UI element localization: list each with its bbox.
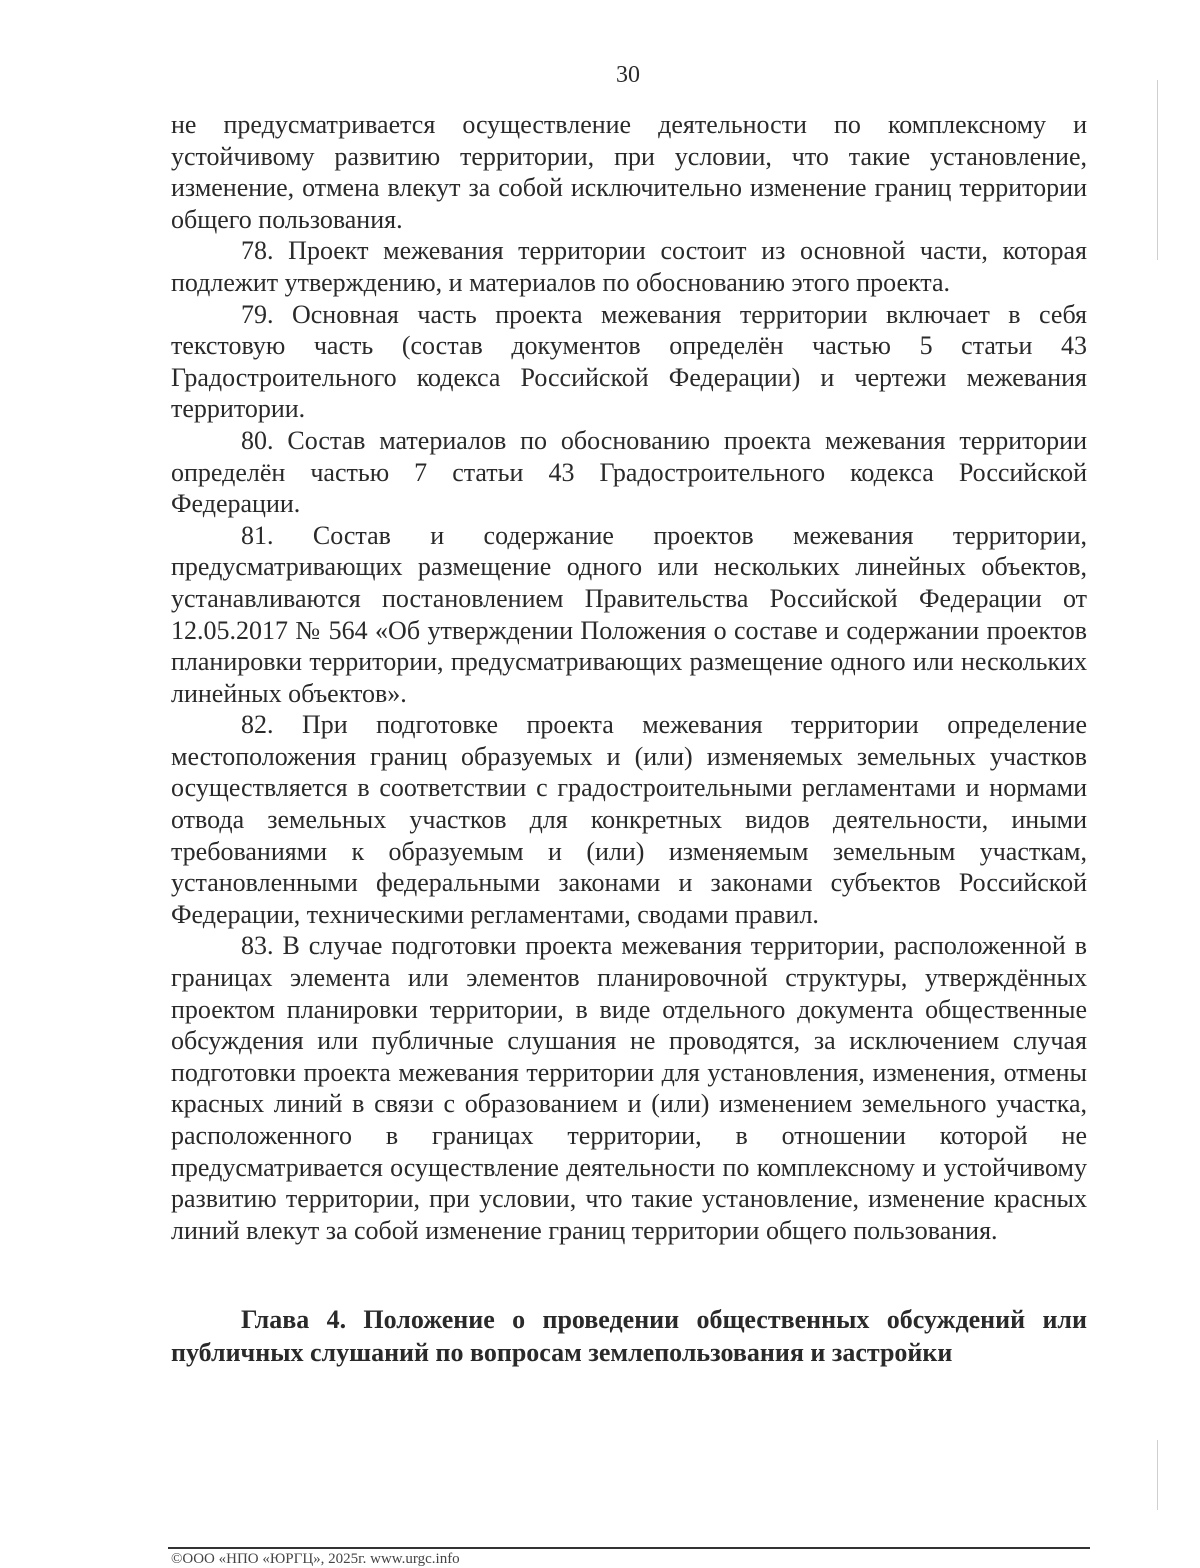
chapter-heading: Глава 4. Положение о проведении общественных обсуждений или публичных слушаний по вопросам землепользования и застройки	[171, 1305, 1087, 1367]
paragraph-item-79: 79. Основная часть проекта межевания территории включает в себя текстовую часть (состав документов определён частью 5 статьи 43 Градостроительного кодекса Российской Федерации) и чертежи межевания территории.	[171, 299, 1087, 424]
paragraph-item-83: 83. В случае подготовки проекта межевания территории, расположенной в границах элемента или элементов планировочной структуры, утверждённых проектом планировки территории, в виде отдельного документа общественные обсуждения или публичные слушания не проводятся, за исключением случая подготовки проекта межевания территории для установления, изменения, отмены красных линий в связи с образованием и (или) изменением земельного участка, расположенного в границах территории, в отношении которой не предусматривается осуществление деятельности по комплексному и устойчивому развитию территории, при условии, что такие установление, изменение красных линий влекут за собой изменение границ территории общего пользования.	[171, 931, 1087, 1245]
paragraph-item-82: 82. При подготовке проекта межевания территории определение местоположения границ образуемых и (или) изменяемых земельных участков осуществляется в соответствии с градостроительными регламентами и нормами отвода земельных участков для конкретных видов деятельности, иными требованиями к образуемым и (или) изменяемым земельным участкам, установленными федеральными законами и законами субъектов Российской Федерации, техническими регламентами, сводами правил.	[171, 710, 1087, 929]
page-number: 30	[616, 62, 640, 88]
footer-divider	[168, 1547, 1090, 1549]
paragraph-item-78: 78. Проект межевания территории состоит из основной части, которая подлежит утверждению, и материалов по обоснованию этого проекта.	[171, 236, 1087, 297]
paragraph-continuation: не предусматривается осуществление деятельности по комплексному и устойчивому развитию территории, при условии, что такие установление, изменение, отмена влекут за собой исключительно изменение границ территории общего пользования.	[171, 110, 1087, 234]
footer-copyright: ©ООО «НПО «ЮРГЦ», 2025г. www.urgc.info	[171, 1551, 460, 1567]
scan-margin-mark	[1157, 80, 1158, 260]
body-text	[171, 109, 1087, 1246]
paragraph-item-81: 81. Состав и содержание проектов межевания территории, предусматривающих размещение одного или нескольких линейных объектов, устанавливаются постановлением Правительства Российской Федерации от 12.05.2017 № 564 «Об утверждении Положения о составе и содержании проектов планировки территории, предусматривающих размещение одного или нескольких линейных объектов».	[171, 520, 1087, 708]
paragraph-item-80: 80. Состав материалов по обоснованию проекта межевания территории определён частью 7 статьи 43 Градостроительного кодекса Российской Федерации.	[171, 425, 1087, 519]
scan-margin-mark	[1157, 1440, 1158, 1510]
